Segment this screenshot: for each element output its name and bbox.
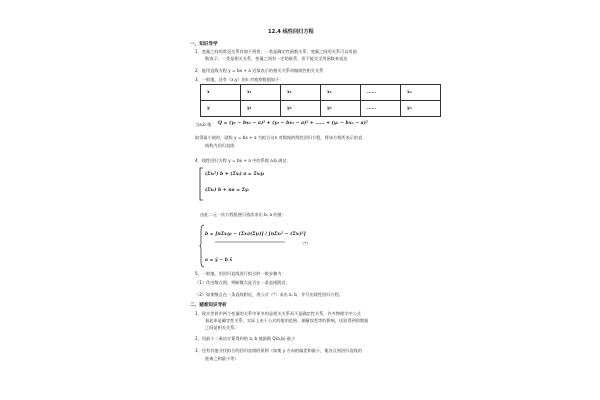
paragraph-1b: 数表示；一类是相关关系，变量之间有一定的联系，但不能完全用函数来表达	[205, 56, 348, 61]
system-equation-2: (Σxᵢ) b + na = Σyᵢ	[205, 188, 249, 193]
observation-table	[200, 84, 441, 117]
section2-paragraph-2: 2、用最小二乘法计算得到的 a, b 使函数 Q(a,b) 最小	[195, 336, 296, 341]
section1-heading: 一、知识导学	[190, 42, 218, 47]
paragraph-4: 4、线性回归方程 y = bx + a 中的系数 a,b 满足：	[195, 158, 291, 163]
fraction-line	[205, 241, 287, 243]
solve-text: 由此二元一次方程组便可依次求出 b, a 的值：	[200, 212, 286, 217]
section2-paragraph-1b: 看起来是确定性关系，实际上由于公式的使用范围、测量误差等的影响，试验得到的数据	[205, 318, 369, 323]
section2-paragraph-1a: 1、现实世界中两个变量的关系中更多的是相关关系而不是确定性关系，许多物理学中公式	[195, 311, 361, 316]
table-cell: x	[201, 85, 241, 101]
paragraph-5: 5、一般地，用回归直线进行拟合的一般步骤为：	[195, 271, 286, 276]
paragraph-5-1: （1）作出散点图，判断散点是否在一条直线附近；	[195, 280, 290, 285]
table-row-y	[201, 101, 441, 117]
system-bracket	[198, 167, 204, 201]
page-title: 12.4 线性回归方程	[268, 29, 314, 35]
table-cell: ……	[361, 85, 401, 101]
formula-star-label: （*）	[300, 241, 311, 246]
table-cell: y	[201, 101, 241, 117]
paragraph-3: 3、一般地，设有（x,y）的n 对观察数据如下：	[195, 77, 284, 82]
table-cell: y₃	[321, 101, 361, 117]
table-cell: yₙ	[401, 101, 441, 117]
b-formula: b = [nΣxᵢyᵢ − (Σxᵢ)(Σyᵢ)] / [nΣxᵢ² − (Σxᵢ)²]	[205, 232, 306, 237]
table-cell: x₁	[241, 85, 281, 101]
system-equation-1: (Σxᵢ²) b + (Σxᵢ) a = Σxᵢyᵢ	[205, 172, 265, 177]
q-formula: Q = (y₁ − bx₁ − a)² + (y₂ − bx₂ − a)² + …… + (yₙ − bxₙ − a)²	[218, 121, 368, 126]
paragraph-2: 2、能用直线方程 y = bx + a 近似表示的相关关系叫做线性相关关系	[195, 68, 324, 73]
paragraph-1a: 1、变量之间的常见关系有如下两类：一类是确定性函数关系，变量之间的关系可以用函	[195, 49, 357, 54]
table-cell: xₙ	[401, 85, 441, 101]
q-suffix-a: 取得最小值时，就称 y = bx + a 为拟合这n 对数据的线性回归方程，将该方程所表示的直	[195, 135, 363, 140]
table-cell: ……	[361, 101, 401, 117]
paragraph-5-2: （2）如果散点在一条直线附近，用公式（*）求出 a, b，并写出线性回归方程。	[195, 292, 343, 297]
table-row-x	[201, 85, 441, 101]
section2-paragraph-3a: 3、还有其他寻找拟合的回归直线的原则（如使 y 方向的偏差和最小，使各点到回归直线的	[195, 348, 362, 353]
section2-heading: 二、疑难知识导析	[190, 303, 227, 308]
q-prefix: 当a,b 使	[195, 122, 212, 127]
section2-paragraph-3b: 距离之和最小等）	[205, 356, 239, 361]
table-cell: x₂	[281, 85, 321, 101]
table-cell: y₁	[241, 101, 281, 117]
section2-paragraph-1c: 之间是相关关系。	[205, 325, 239, 330]
table-cell: x₃	[321, 85, 361, 101]
table-cell: y₂	[281, 101, 321, 117]
a-formula: a = ȳ − b x̄	[205, 258, 233, 263]
q-suffix-b: 线称为回归直线	[205, 143, 235, 148]
